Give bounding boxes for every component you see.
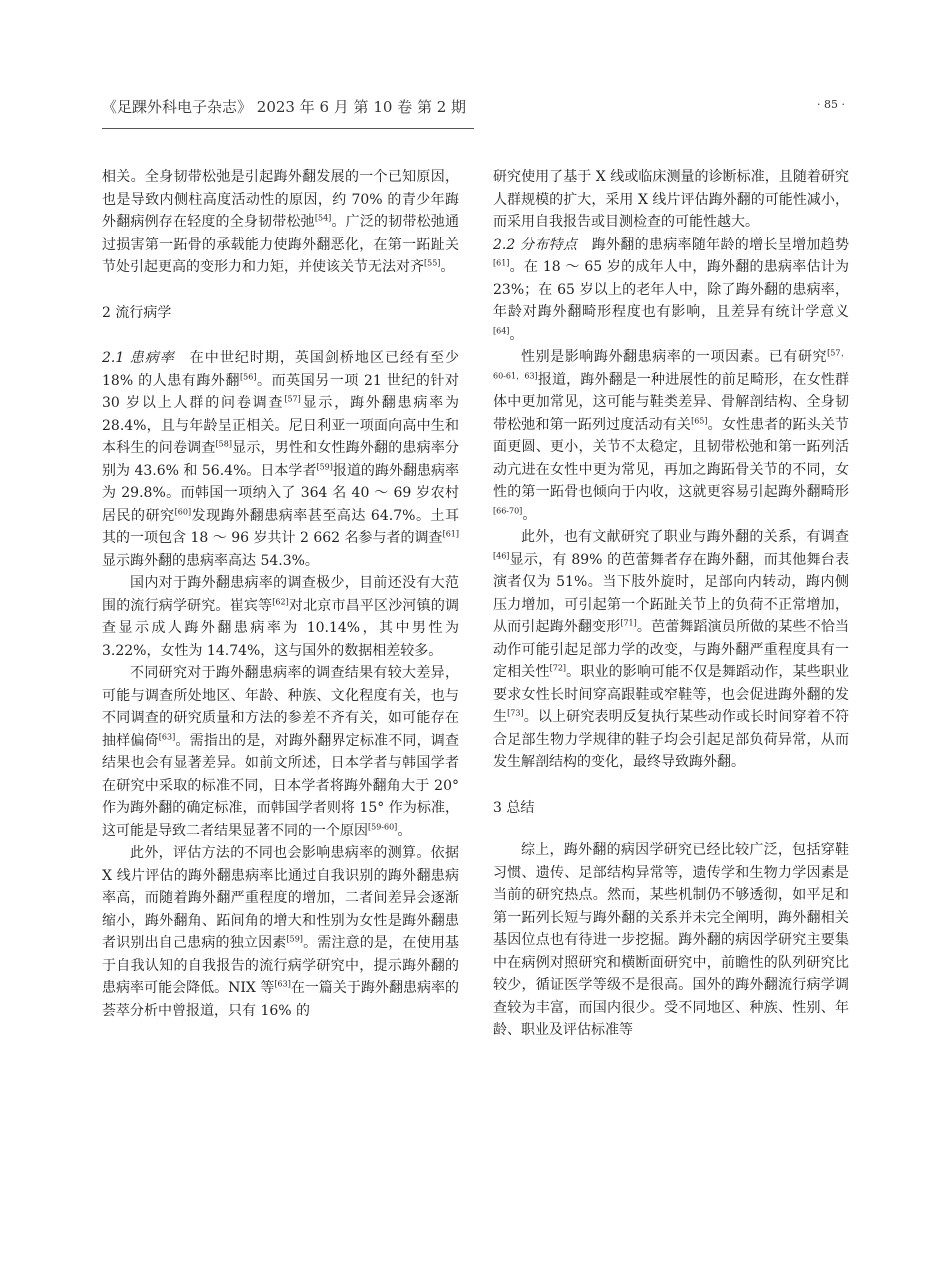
citation: [72]	[549, 663, 567, 673]
citation: [55]	[424, 258, 441, 268]
paragraph: 性别是影响踇外翻患病率的一项因素。已有研究[57，60-61，63]报道，踇外翻是一种进展性的前足畸形，在女性群体中更加常见，这可能与鞋类差异、骨解剖结构、全身韧带松弛和第一跖列过度活动有关[65]。女性患者的跖头关节面更圆、更小，关节不太稳定，且韧带松弛和第一跖列活动亢进在女性中更为常见，再加之踇跖骨关节的不同，女性的第一跖骨也倾向于内收，这就更容易引起踇外翻畸形[66-70]。	[493, 348, 850, 523]
paragraph: 此外，评估方法的不同也会影响患病率的测算。依据 X 线片评估的踇外翻患病率比通过自我识别的踇外翻患病率高，而随着踇外翻严重程度的增加，二者间差异会逐渐缩小，踇外翻角、跖间角的增大和性别为女性是踇外翻患者识别出自己患病的独立因素[59]。需注意的是，在使用基于自我认知的自我报告的流行病学研究中，提示踇外翻的患病率可能会降低。NIX 等[63]在一篇关于踇外翻患病率的荟萃分析中曾报道，只有 16% 的	[102, 845, 460, 1019]
citation: [58]	[215, 439, 232, 449]
journal-header: 《足踝外科电子杂志》 2023 年 6 月 第 10 卷 第 2 期	[102, 98, 467, 116]
citation: [65]	[691, 415, 708, 425]
paragraph: 相关。全身韧带松弛是引起踇外翻发展的一个已知原因，也是导致内侧柱高度活动性的原因，约 70% 的青少年踇外翻病例存在轻度的全身韧带松弛[54]。广泛的韧带松弛通过损害第一跖骨的承载能力使踇外翻恶化，在第一跖趾关节处引起更高的变形力和力矩，并使该关节无法对齐[55]。	[102, 169, 460, 275]
citation: [61]	[442, 529, 459, 539]
citation: [59-60]	[368, 821, 398, 831]
citation: [57，60-61，63]	[493, 348, 849, 380]
paragraph: 综上，踇外翻的病因学研究已经比较广泛，包括穿鞋习惯、遗传、足部结构异常等，遗传学和生物力学因素是当前的研究热点。然而，某些机制仍不够透彻，如平足和第一跖列长短与踇外翻的关系并未完全阐明，踇外翻相关基因位点也有待进一步挖掘。踇外翻的病因学研究主要集中在病例对照研究和横断面研究中，前瞻性的队列研究比较少，循证医学等级不是很高。国外的踇外翻流行病学调查较为丰富，而国内很少。受不同地区、种族、性别、年龄、职业及评估标准等	[493, 842, 849, 1038]
citation: [59]	[316, 461, 333, 471]
paragraph: 此外，也有文献研究了职业与踇外翻的关系，有调查[46]显示，有 89% 的芭蕾舞者存在踇外翻，而其他舞台表演者仅为 51%。当下肢外旋时，足部向内转动，踇内侧压力增加，可引起第一个跖趾关节上的负荷不正常增加，从而引起踇外翻变形[71]。芭蕾舞蹈演员所做的某些不恰当动作可能引起足部力学的改变，与踇外翻严重程度具有一定相关性[72]。职业的影响可能不仅是舞蹈动作，某些职业要求女性长时间穿高跟鞋或窄鞋等，也会促进踇外翻的发生[73]。以上研究表明反复执行某些动作或长时间穿着不符合足部生物力学规律的鞋子均会引起足部负荷异常，从而发生解剖结构的变化，最终导致踇外翻。	[493, 529, 850, 770]
citation: [63]	[158, 731, 176, 741]
paragraph: 不同研究对于踇外翻患病率的调查结果有较大差异，可能与调查所处地区、年龄、种族、文化程度有关，也与不同调查的研究质量和方法的参差不齐有关，如可能存在抽样偏倚[63]。需指出的是，对踇外翻界定标准不同，调查结果也会有显著差异。如前文所述，日本学者与韩国学者在研究中采取的标准不同，日本学者将踇外翻角大于 20° 作为踇外翻的确定标准，而韩国学者则将 15° 作为标准，这可能是导致二者结果显著不同的一个原因[59-60]。	[102, 665, 460, 839]
paragraph-distribution: 2.2 分布特点 踇外翻的患病率随年龄的增长呈增加趋势[61]。在 18 ～ 65 岁的成年人中，踇外翻的患病率估计为 23%；在 65 岁以上的老年人中，除了踇外翻的患病率，年龄对踇外翻畸形程度也有影响，且差异有统计学意义[64]。	[493, 236, 850, 343]
left-column	[102, 166, 459, 1022]
citation: [46]	[493, 550, 510, 560]
citation: [64]	[493, 325, 510, 335]
citation: [56]	[240, 371, 257, 381]
header-rule	[102, 128, 474, 129]
citation: [66-70]	[493, 505, 523, 515]
page-number: · 85 ·	[817, 98, 845, 111]
paragraph-prevalence: 2.1 患病率 在中世纪时期，英国剑桥地区已经有至少 18% 的人患有踇外翻[56]。而英国另一项 21 世纪的针对 30 岁以上人群的问卷调查[57]显示，踇外翻患病率为 28.4%，且与年龄呈正相关。尼日利亚一项面向高中生和本科生的问卷调查[58]显示，男性和女性踇外翻的患病率分别为 43.6% 和 56.4%。日本学者[59]报道的踇外翻患病率为 29.8%。而韩国一项纳入了 364 名 40 ～ 69 岁农村居民的研究[60]发现踇外翻患病率甚至高达 64.7%。土耳其的一项包含 18 ～ 96 岁共计 2 662 名参与者的调查[61]显示踇外翻的患病率高达 54.3%。	[102, 350, 460, 569]
citation: [63]	[274, 979, 291, 989]
paragraph: 国内对于踇外翻患病率的调查极少，目前还没有大范围的流行病学研究。崔宾等[62]对北京市昌平区沙河镇的调查显示成人踇外翻患病率为 10.14%，其中男性为 3.22%，女性为 14.74%，这与国外的数据相差较多。	[102, 575, 460, 659]
section-heading-summary: 3 总结	[493, 799, 535, 816]
paragraph: 研究使用了基于 X 线或临床测量的诊断标准，且随着研究人群规模的扩大，采用 X 线片评估踇外翻的可能性减小，而采用自我报告或目测检查的可能性越大。	[493, 169, 849, 230]
citation: [60]	[174, 506, 192, 516]
citation: [62]	[272, 596, 289, 606]
subsection-title: 2.1 患病率	[102, 350, 175, 366]
citation: [59]	[286, 934, 303, 944]
citation: [57]	[284, 394, 301, 404]
citation: [71]	[620, 618, 637, 628]
citation: [54]	[314, 213, 332, 223]
right-column	[493, 166, 849, 1042]
citation: [61]	[493, 258, 510, 268]
subsection-title: 2.2 分布特点	[493, 236, 578, 253]
citation: [73]	[507, 708, 524, 718]
section-heading-epidemiology: 2 流行病学	[102, 304, 172, 321]
